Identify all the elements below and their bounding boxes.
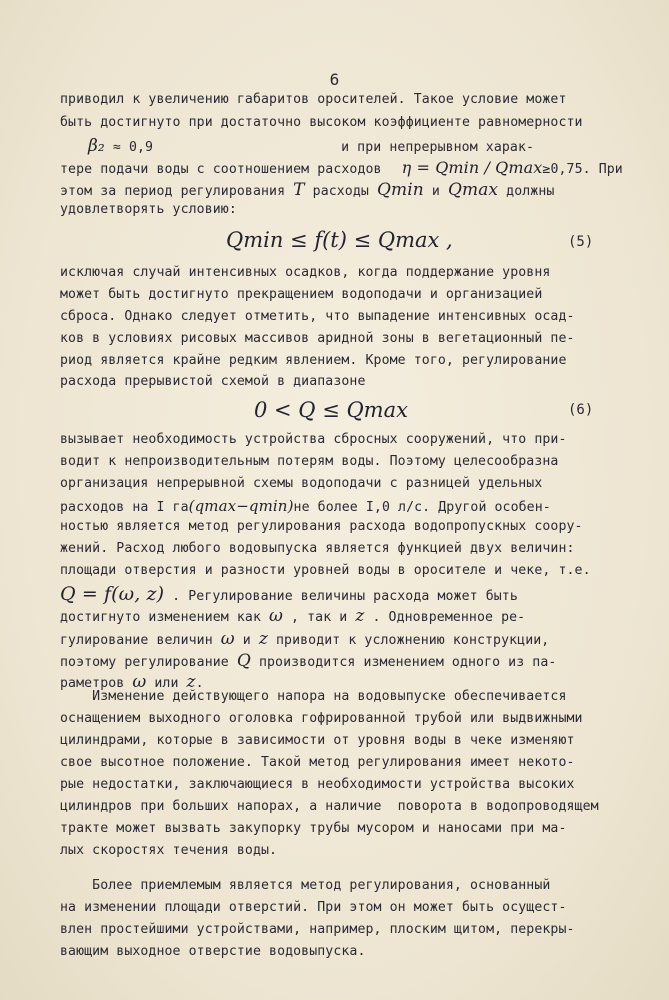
text-line — [60, 583, 518, 605]
text-segment: оснащением выходного оголовка гофрированной трубой или выдвижными — [60, 711, 583, 726]
text-segment: цилиндрами, которые в зависимости от уровня воды в чеке изменяют — [60, 733, 575, 748]
text-segment: быть достигнуто при достаточно высоком коэффициенте равномерности — [60, 115, 583, 130]
text-segment: организация непрерывной схемы водоподачи с разницей удельных — [60, 476, 543, 491]
text-line — [60, 519, 583, 534]
text-line — [60, 374, 366, 389]
handwritten-symbol: Q — [236, 651, 251, 671]
text-segment: площади отверстия и разности уровней воды в оросителе и чеке, т.е. — [60, 563, 591, 578]
text-segment: лых скоростях течения воды. — [60, 843, 278, 858]
text-line — [60, 115, 583, 130]
handwritten-symbol: z — [186, 672, 196, 692]
text-line — [60, 309, 575, 324]
text-line — [60, 755, 575, 770]
text-line — [60, 563, 591, 578]
handwritten-symbol: z — [258, 629, 268, 649]
text-segment: тере подачи воды с соотношением расходов — [60, 162, 390, 177]
text-segment: водит к непроизводительным потерям воды. Поэтому целесообразна — [60, 454, 559, 469]
text-segment: расходов на I га — [60, 500, 189, 515]
text-line — [60, 799, 599, 814]
formula-6: 0 < Q ≤ Qmax — [254, 398, 408, 422]
text-segment: ностью является метод регулирования расхода водопропускных соору- — [60, 519, 583, 534]
text-line — [60, 432, 567, 447]
formula-5: Qmin ≤ f(t) ≤ Qmax , — [226, 228, 453, 252]
text-segment: приводит к усложнению конструкции, — [267, 633, 550, 648]
text-segment: ≥0,75. При — [542, 162, 623, 177]
text-segment: сброса. Однако следует отметить, что выпадение интенсивных осад- — [60, 309, 575, 324]
text-line — [60, 733, 575, 748]
text-segment: Изменение действующего напора на водовыпуске обеспечивается — [60, 689, 567, 704]
text-segment: приводил к увеличению габаритов оросителей. Такое условие может — [60, 92, 567, 107]
text-segment: ков в условиях рисовых массивов аридной зоны в вегетационный пе- — [60, 331, 575, 346]
handwritten-symbol: ω — [220, 629, 235, 649]
text-line — [60, 651, 556, 671]
text-line — [60, 353, 567, 368]
text-segment: удовлетворять условию: — [60, 202, 237, 217]
text-segment: поэтому регулирование — [60, 655, 237, 670]
text-line — [60, 158, 623, 177]
text-line — [60, 331, 575, 346]
text-segment: влен простейшими устройствами, например, плоским щитом, перекры- — [60, 922, 575, 937]
text-line — [60, 265, 550, 280]
text-segment: не более I,0 л/с. Другой особен- — [293, 500, 551, 515]
handwritten-formula: Q = f(ω, z) — [60, 583, 165, 605]
text-line — [60, 606, 525, 626]
text-line — [60, 629, 549, 649]
text-line — [60, 454, 558, 469]
handwritten-symbol: z — [355, 606, 365, 626]
text-line — [60, 821, 567, 836]
text-segment: жений. Расход любого водовыпуска является функцией двух величин: — [60, 541, 575, 556]
text-segment: этом за период регулирования — [60, 184, 294, 199]
text-line — [60, 711, 583, 726]
text-segment: . — [195, 676, 204, 691]
formula-6-number: (6) — [568, 402, 594, 418]
text-segment: рые недостатки, заключающиеся в необходимости устройства высоких — [60, 777, 575, 792]
text-segment: вающим выходное отверстие водовыпуска. — [60, 944, 366, 959]
text-line — [60, 944, 366, 959]
text-segment: и при непрерывном харак- — [341, 140, 535, 155]
text-line — [60, 541, 575, 556]
text-segment: достигнуто изменением как — [60, 610, 270, 625]
formula-5-number: (5) — [568, 234, 594, 250]
text-segment: на изменении площади отверстий. При этом он может быть осущест- — [60, 900, 567, 915]
handwritten-symbol: ω — [132, 672, 147, 692]
handwritten-formula: (qmax−qmin) — [188, 497, 294, 515]
text-line — [60, 180, 554, 200]
handwritten-symbol: Qmin — [376, 180, 424, 200]
text-segment: расходы — [304, 184, 377, 199]
handwritten-symbol: β₂ — [88, 136, 105, 156]
handwritten-symbol: T — [293, 180, 305, 200]
text-segment: . Одновременное ре- — [364, 610, 526, 625]
handwritten-symbol: ω — [269, 606, 283, 626]
handwritten-symbol: Qmax — [447, 180, 499, 200]
text-line — [60, 202, 237, 217]
text-line — [60, 878, 550, 893]
page-number: 6 — [329, 70, 340, 89]
text-line — [60, 777, 575, 792]
handwritten-formula: η = Qmin / Qmax — [401, 158, 543, 177]
text-line — [60, 136, 534, 156]
text-segment: . Регулирование величины расхода может быть — [164, 589, 518, 604]
text-line — [60, 900, 567, 915]
text-line — [60, 689, 567, 704]
text-segment: гулирование величин — [60, 633, 221, 648]
text-segment: свое высотное положение. Такой метод регулирования имеет некото- — [60, 755, 575, 770]
text-segment: , так и — [283, 610, 356, 625]
text-segment: риод является крайне редким явлением. Кроме того, регулирование — [60, 353, 567, 368]
text-line — [60, 476, 542, 491]
text-segment: может быть достигнуто прекращением водоподачи и организацией — [60, 287, 543, 302]
text-segment: вызывает необходимость устройства сбросных сооружений, что при- — [60, 432, 567, 447]
text-segment: и — [234, 633, 259, 648]
text-segment: цилиндров при больших напорах, а наличие поворота в водопроводящем — [60, 799, 599, 814]
text-line — [60, 843, 277, 858]
text-line — [60, 92, 567, 107]
text-segment: и — [423, 184, 448, 199]
text-segment: исключая случай интенсивных осадков, когда поддержание уровня — [60, 265, 551, 280]
text-segment: расхода прерывистой схемой в диапазоне — [60, 374, 366, 389]
text-segment: должны — [498, 184, 555, 199]
text-line — [60, 922, 575, 937]
text-segment: ≈ 0,9 — [104, 140, 154, 155]
text-segment: производится изменением одного из па- — [250, 655, 557, 670]
text-line — [60, 287, 542, 302]
text-segment: раметров — [60, 676, 133, 691]
text-line — [60, 497, 551, 515]
text-segment: или — [146, 676, 187, 691]
text-segment: тракте может вызвать закупорку трубы мусором и наносами при ма- — [60, 821, 567, 836]
text-segment: Более приемлемым является метод регулирования, основанный — [60, 878, 551, 893]
